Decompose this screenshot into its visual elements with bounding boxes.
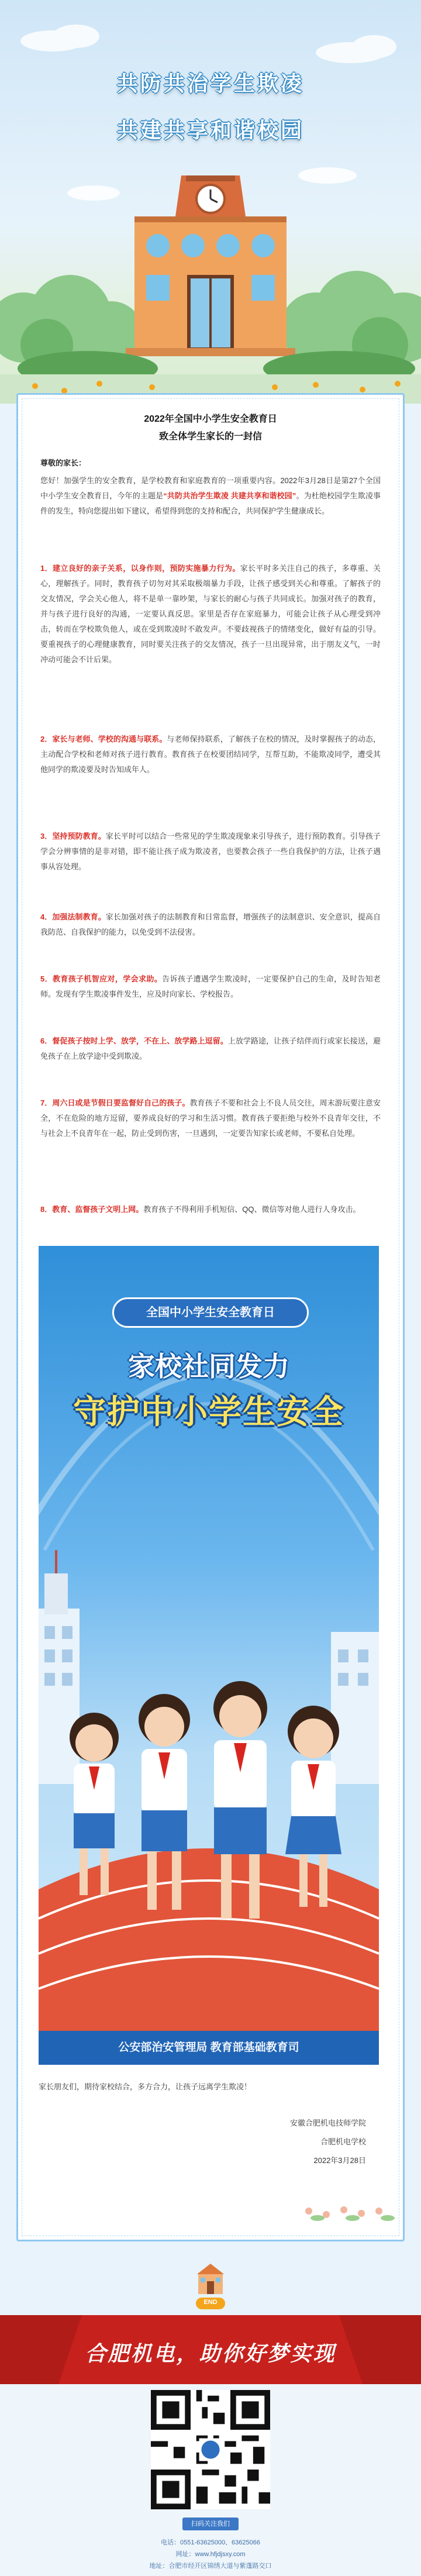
advice-item-3 xyxy=(40,829,381,874)
advice-item-body: 教育孩子不得利用手机短信、QQ、微信等对他人进行人身攻击。 xyxy=(143,1205,361,1214)
advice-item-head: 7．周六日或是节假日要监督好自己的孩子。 xyxy=(40,1098,190,1107)
advice-item-body: 家长平时可以结合一些常见的学生欺凌现象来引导孩子，进行预防教育。引导孩子学会分辨事情的是非对错，即不能让孩子成为欺凌者，也要教会孩子一些自我保护的方法，让孩子遇事从容处理。 xyxy=(40,832,381,871)
end-mark xyxy=(189,2251,232,2312)
intro-tail: 。为杜绝校园学生欺凌事件的发生，特向您提出如下建议，希望得到您的支持和配合，共同保护学生健康成长。 xyxy=(40,491,381,515)
flower-decoration xyxy=(16,2199,405,2223)
qr-code-icon[interactable] xyxy=(151,2390,270,2509)
signature-school-2: 合肥机电学校 xyxy=(320,2137,366,2146)
poster-footer: 公安部治安管理局 教育部基础教育司 xyxy=(39,2031,379,2065)
signature-date: 2022年3月28日 xyxy=(313,2156,366,2165)
intro-theme: “共防共治学生欺凌 共建共享和谐校园” xyxy=(163,491,296,500)
advice-item-body: 告诉孩子遭遇学生欺凌时，一定要保护自己的生命，及时告知老师。发现有学生欺凌事件发生，应及时向家长、学校报告。 xyxy=(40,974,381,998)
hero-title-line1: 共防共治学生欺凌 xyxy=(116,72,304,96)
letter-title: 2022年全国中小学生安全教育日 xyxy=(144,414,277,424)
advice-item-body: 教育孩子不要和社会上不良人员交往，周末游玩要注意安全，不在危险的地方逗留，要养成良好的学习和生活习惯。教育孩子要拒绝与校外不良青年交往，不与社会上不良青年在一起，防止受到伤害，一旦遇到，一定要告知家长或老师，不要私自处理。 xyxy=(40,1098,381,1138)
advice-item-4 xyxy=(40,910,381,940)
advice-item-2 xyxy=(40,732,381,777)
advice-item-1 xyxy=(40,561,381,667)
scan-follow-label: 扫码关注我们 xyxy=(182,2518,239,2530)
intro-text: 您好！加强学生的安全教育，是学校教育和家庭教育的一项重要内容。2022年3月28日是第27个全国中小学生安全教育日，今年的主题是 xyxy=(40,476,381,500)
signature-school: 安徽合肥机电技师学院 xyxy=(289,2119,366,2127)
advice-item-head: 4．加强法制教育。 xyxy=(40,912,106,921)
hero-banner xyxy=(0,0,421,404)
footer-phone: 电话：0551-63625000、63625066 xyxy=(160,2539,261,2546)
letter-greeting: 尊敬的家长： xyxy=(40,459,87,467)
advice-item-body: 与老师保持联系，了解孩子在校的情况，及时掌握孩子的动态，主动配合学校和老师对孩子进行教育。教育孩子在校要团结同学，互帮互助，不能欺凌同学，遭受其他同学的欺凌要及时告知成年人。 xyxy=(40,735,381,774)
advice-item-body: 上放学路途，让孩子结伴而行或家长接送，避免孩子在上放学途中受到欺凌。 xyxy=(40,1036,381,1060)
advice-item-head: 2．家长与老师、学校的沟通与联系。 xyxy=(40,735,167,743)
advice-item-8 xyxy=(40,1202,381,1217)
school-slogan-banner xyxy=(0,2315,421,2384)
footer-address: 地址：合肥市经开区锦绣大道与紫蓬路交口 xyxy=(149,2563,272,2570)
letter-subtitle: 致全体学生家长的一封信 xyxy=(158,432,262,442)
advice-item-6 xyxy=(40,1034,381,1064)
advice-item-head: 8．教育、监督孩子文明上网。 xyxy=(40,1205,144,1214)
banner-slogan: 合肥机电，助你好梦实现 xyxy=(85,2341,336,2365)
hero-title-line2: 共建共享和谐校园 xyxy=(116,119,304,143)
advice-item-body: 家长平时多关注自己的孩子，多尊重、关心，理解孩子。同时，教育孩子切勿对其采取极端暴力手段，让孩子感受到关心和尊重。了解孩子的交友情况，学会关心他人，将不是单一靠吵架，与家长的耐心与孩子共同成长。加强对孩子的教育，并与孩子进行良好的沟通，一定要认真反思。家里是否存在家庭暴力，可能会让孩子从心理受到冲击，转而在学校欺负他人，或在受到欺凌时不敢发声。不要歧视孩子的情绪变化，做好有益的引导。要重视孩子的心理健康教育，同时要关注孩子的交友情况，孩子一旦出现异常，出于朋友义气，一时冲动可能会不计后果。 xyxy=(40,564,381,664)
letter-closing: 家长朋友们，期待家校结合，多方合力，让孩子远离学生欺凌！ xyxy=(39,2082,252,2091)
advice-item-head: 5．教育孩子机智应对，学会求助。 xyxy=(40,974,163,983)
poster-headline-1: 家校社同发力 xyxy=(128,1351,289,1382)
advice-item-5 xyxy=(40,972,381,1002)
poster-badge: 全国中小学生安全教育日 xyxy=(112,1297,309,1328)
advice-item-body: 家长加强对孩子的法制教育和日常监督，增强孩子的法制意识、安全意识，提高自我防范、自我保护的能力，以免受到不法侵害。 xyxy=(40,912,381,936)
end-label: END xyxy=(203,2299,218,2306)
letter-intro xyxy=(40,473,381,519)
advice-item-head: 1．建立良好的亲子关系，以身作则，预防实施暴力行为。 xyxy=(40,564,240,573)
hero-illustration xyxy=(0,0,421,404)
advice-item-head: 6．督促孩子按时上学、放学，不在上、放学路上逗留。 xyxy=(40,1036,228,1045)
footer-contact xyxy=(0,2384,421,2576)
safety-poster xyxy=(39,1246,379,2065)
advice-item-head: 3．坚持预防教育。 xyxy=(40,832,106,841)
advice-item-7 xyxy=(40,1096,381,1141)
footer-website[interactable]: 网址：www.hfjdjsxy.com xyxy=(175,2551,246,2558)
poster-headline-2: 守护中小学生安全 xyxy=(73,1393,344,1430)
